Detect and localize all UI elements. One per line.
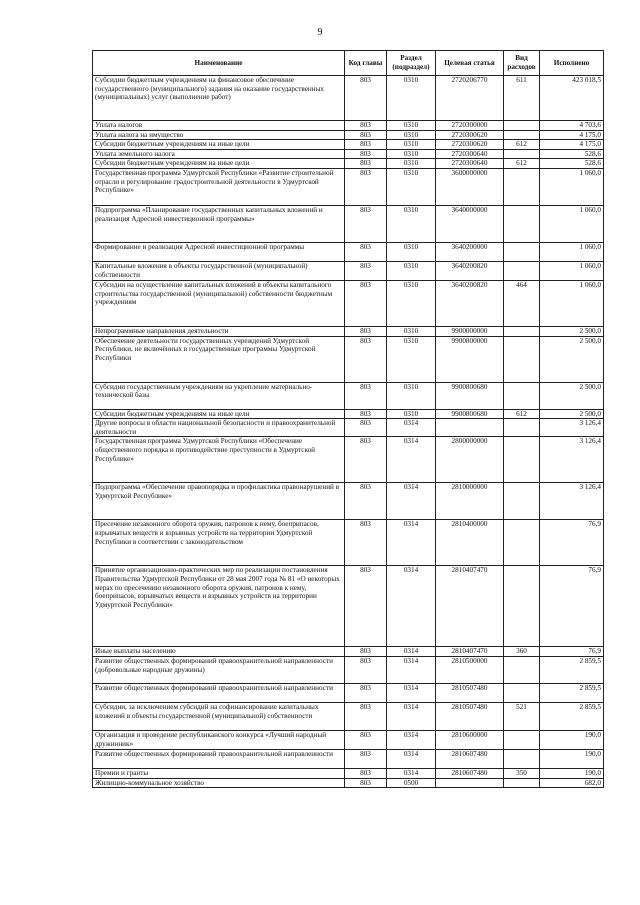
table-row (93, 149, 604, 159)
row-razdel: 0310 (387, 168, 436, 205)
row-glava: 803 (345, 778, 387, 788)
row-razdel: 0310 (387, 382, 436, 409)
row-razdel: 0310 (387, 326, 436, 336)
row-razdel: 0500 (387, 778, 436, 788)
table-row (93, 768, 604, 778)
table-row (93, 483, 604, 520)
row-razdel: 0310 (387, 159, 436, 169)
row-amount: 4 175,0 (540, 140, 604, 150)
row-amount: 1 060,0 (540, 205, 604, 242)
row-statya: 3600000000 (436, 168, 504, 205)
row-razdel: 0314 (387, 702, 436, 730)
row-name: Субсидии на осуществление капитальных вложений в объекты капитального строительства государственной (муниципальной) собственности бюджетным учреждениям (93, 280, 345, 326)
table-header-row (93, 51, 604, 76)
row-glava: 803 (345, 730, 387, 749)
table-row (93, 437, 604, 483)
row-statya: 2720206770 (436, 76, 504, 121)
header-statya: Целевая статья (436, 51, 504, 76)
row-vid (504, 130, 540, 140)
row-name: Развитие общественных формирований правоохранительной направленности (93, 683, 345, 702)
table-row (93, 130, 604, 140)
row-amount: 682,0 (540, 778, 604, 788)
row-glava: 803 (345, 768, 387, 778)
row-statya (436, 419, 504, 437)
row-statya: 3640000000 (436, 205, 504, 242)
row-vid (504, 121, 540, 131)
row-vid (504, 149, 540, 159)
row-glava: 803 (345, 702, 387, 730)
row-name: Формирование и реализация Адресной инвестиционной программы (93, 242, 345, 261)
row-statya: 9900800680 (436, 382, 504, 409)
row-name: Непрограммные направления деятельности (93, 326, 345, 336)
row-statya: 2720300620 (436, 140, 504, 150)
row-glava: 803 (345, 280, 387, 326)
row-name: Пресечение незаконного оборота оружия, патронов к нему, боеприпасов, взрывчатых веществ и взрывных устройств на территории Удмуртской Республики в соответствии с законодательством (93, 520, 345, 566)
row-glava: 803 (345, 382, 387, 409)
row-razdel: 0314 (387, 647, 436, 657)
row-glava: 803 (345, 409, 387, 419)
row-vid (504, 382, 540, 409)
row-vid (504, 261, 540, 280)
row-razdel: 0314 (387, 768, 436, 778)
row-name: Субсидии бюджетным учреждениям на иные цели (93, 409, 345, 419)
row-amount: 2 500,0 (540, 326, 604, 336)
row-statya: 2810000000 (436, 483, 504, 520)
row-razdel: 0310 (387, 280, 436, 326)
row-statya: 2810400000 (436, 520, 504, 566)
row-amount: 190,0 (540, 749, 604, 768)
row-glava: 803 (345, 205, 387, 242)
row-statya: 3640200000 (436, 242, 504, 261)
row-statya: 2810407470 (436, 647, 504, 657)
row-razdel: 0310 (387, 149, 436, 159)
row-statya: 2810407470 (436, 566, 504, 647)
row-razdel: 0310 (387, 130, 436, 140)
row-statya: 2810607480 (436, 749, 504, 768)
row-amount: 76,9 (540, 647, 604, 657)
budget-table (92, 50, 604, 788)
row-razdel: 0310 (387, 205, 436, 242)
row-vid: 350 (504, 768, 540, 778)
row-statya: 2810507480 (436, 702, 504, 730)
row-name: Обеспечение деятельности государственных учреждений Удмуртской Республики, не включённых в государственные программы Удмуртской Республики (93, 336, 345, 382)
row-vid: 521 (504, 702, 540, 730)
row-glava: 803 (345, 749, 387, 768)
row-amount: 2 500,0 (540, 382, 604, 409)
row-razdel: 0310 (387, 121, 436, 131)
row-razdel: 0314 (387, 419, 436, 437)
row-razdel: 0310 (387, 336, 436, 382)
row-name: Государственная программа Удмуртской Республики «Развитие строительной отрасли и регулирование градостроительной деятельности в Удмуртской Республике» (93, 168, 345, 205)
row-name: Уплата налога на имущество (93, 130, 345, 140)
row-razdel: 0314 (387, 483, 436, 520)
row-razdel: 0314 (387, 566, 436, 647)
row-amount: 4 703,6 (540, 121, 604, 131)
row-glava: 803 (345, 159, 387, 169)
header-name: Наименование (93, 51, 345, 76)
row-glava: 803 (345, 149, 387, 159)
row-vid: 612 (504, 140, 540, 150)
row-amount: 2 859,5 (540, 683, 604, 702)
table-row (93, 326, 604, 336)
row-amount: 4 175,0 (540, 130, 604, 140)
table-row (93, 76, 604, 121)
row-name: Государственная программа Удмуртской Республики «Обеспечение общественного порядка и противодействие преступности в Удмуртской Республике» (93, 437, 345, 483)
row-statya: 3640200820 (436, 261, 504, 280)
header-razdel: Раздел (подраздел) (387, 51, 436, 76)
row-statya: 2800000000 (436, 437, 504, 483)
row-vid (504, 749, 540, 768)
table-row (93, 205, 604, 242)
row-glava: 803 (345, 419, 387, 437)
row-amount: 3 126,4 (540, 483, 604, 520)
row-vid (504, 656, 540, 683)
row-name: Развитие общественных формирований правоохранительной направленности (93, 749, 345, 768)
row-glava: 803 (345, 483, 387, 520)
row-amount: 528,6 (540, 159, 604, 169)
row-razdel: 0310 (387, 261, 436, 280)
row-amount: 2 859,5 (540, 702, 604, 730)
table-row (93, 140, 604, 150)
row-statya: 3640200820 (436, 280, 504, 326)
row-razdel: 0314 (387, 656, 436, 683)
row-vid (504, 683, 540, 702)
table-row (93, 382, 604, 409)
row-name: Субсидии бюджетным учреждениям на иные цели (93, 140, 345, 150)
table-row (93, 749, 604, 768)
row-glava: 803 (345, 261, 387, 280)
row-vid (504, 242, 540, 261)
row-amount: 2 500,0 (540, 336, 604, 382)
row-glava: 803 (345, 683, 387, 702)
table-row (93, 336, 604, 382)
table-row (93, 159, 604, 169)
row-vid (504, 168, 540, 205)
row-name: Субсидии, за исключением субсидий на софинансирование капитальных вложений в объекты государственной (муниципальной) собственности (93, 702, 345, 730)
row-name: Иные выплаты населению (93, 647, 345, 657)
row-vid (504, 205, 540, 242)
table-row (93, 566, 604, 647)
row-razdel: 0310 (387, 76, 436, 121)
row-vid (504, 326, 540, 336)
row-razdel: 0314 (387, 437, 436, 483)
row-amount: 423 018,5 (540, 76, 604, 121)
row-statya: 2810607480 (436, 768, 504, 778)
row-vid: 612 (504, 159, 540, 169)
row-statya: 2810600000 (436, 730, 504, 749)
row-vid: 612 (504, 409, 540, 419)
table-row (93, 242, 604, 261)
row-amount: 1 060,0 (540, 242, 604, 261)
row-glava: 803 (345, 140, 387, 150)
table-row (93, 647, 604, 657)
row-name: Уплата земельного налога (93, 149, 345, 159)
row-razdel: 0314 (387, 683, 436, 702)
row-razdel: 0314 (387, 730, 436, 749)
row-glava: 803 (345, 656, 387, 683)
header-amount: Исполнено (540, 51, 604, 76)
row-name: Капитальные вложения в объекты государственной (муниципальной) собственности (93, 261, 345, 280)
row-amount: 76,9 (540, 520, 604, 566)
row-amount: 2 859,5 (540, 656, 604, 683)
row-vid (504, 566, 540, 647)
row-name: Субсидии государственным учреждениям на укрепление материально-технической базы (93, 382, 345, 409)
row-razdel: 0314 (387, 520, 436, 566)
table-row (93, 656, 604, 683)
row-statya: 2720300000 (436, 121, 504, 131)
row-amount: 1 060,0 (540, 280, 604, 326)
row-vid (504, 336, 540, 382)
row-statya (436, 778, 504, 788)
row-vid (504, 778, 540, 788)
page-number: 9 (317, 27, 323, 38)
row-amount: 2 500,0 (540, 409, 604, 419)
row-glava: 803 (345, 130, 387, 140)
row-amount: 3 126,4 (540, 437, 604, 483)
row-amount: 3 126,4 (540, 419, 604, 437)
row-vid: 464 (504, 280, 540, 326)
row-razdel: 0310 (387, 409, 436, 419)
row-vid (504, 483, 540, 520)
row-vid (504, 520, 540, 566)
row-statya: 2720300640 (436, 149, 504, 159)
table-row (93, 168, 604, 205)
row-name: Субсидии бюджетным учреждениям на иные цели (93, 159, 345, 169)
header-glava: Код главы (345, 51, 387, 76)
table-row (93, 778, 604, 788)
row-glava: 803 (345, 647, 387, 657)
row-razdel: 0314 (387, 749, 436, 768)
row-glava: 803 (345, 121, 387, 131)
row-name: Подпрограмма «Обеспечение правопорядка и профилактика правонарушений в Удмуртской Республике» (93, 483, 345, 520)
row-amount: 528,6 (540, 149, 604, 159)
row-statya: 2810500000 (436, 656, 504, 683)
row-statya: 2810507480 (436, 683, 504, 702)
row-name: Субсидии бюджетным учреждениям на финансовое обеспечение государственного (муниципального) задания на оказание государственных (муниципальных) услуг (выполнение работ) (93, 76, 345, 121)
row-statya: 9900000000 (436, 326, 504, 336)
row-name: Жилищно-коммунальное хозяйство (93, 778, 345, 788)
row-glava: 803 (345, 437, 387, 483)
table-row (93, 419, 604, 437)
row-razdel: 0310 (387, 140, 436, 150)
row-vid (504, 419, 540, 437)
row-glava: 803 (345, 326, 387, 336)
table-row (93, 261, 604, 280)
table-row (93, 280, 604, 326)
row-vid (504, 730, 540, 749)
table-row (93, 683, 604, 702)
header-vid: Вид расходов (504, 51, 540, 76)
row-statya: 9900800000 (436, 336, 504, 382)
row-glava: 803 (345, 336, 387, 382)
row-amount: 76,9 (540, 566, 604, 647)
row-name: Премии и гранты (93, 768, 345, 778)
row-name: Развитие общественных формирований правоохранительной направленности (добровольные народные дружины) (93, 656, 345, 683)
row-amount: 1 060,0 (540, 168, 604, 205)
row-glava: 803 (345, 168, 387, 205)
row-statya: 2720300640 (436, 159, 504, 169)
row-amount: 1 060,0 (540, 261, 604, 280)
table-row (93, 121, 604, 131)
row-statya: 2720300620 (436, 130, 504, 140)
row-name: Уплата налогов (93, 121, 345, 131)
row-razdel: 0310 (387, 242, 436, 261)
row-vid (504, 437, 540, 483)
table-row (93, 702, 604, 730)
row-name: Принятие организационно-практических мер по реализации постановления Правительства Удмуртской Республики от 28 мая 2007 года № 81 «О некоторых мерах по пресечению незаконного оборота оружия, патронов к нему, боеприпасов, взрывчатых веществ и взрывных устройств на территории Удмуртской Республики» (93, 566, 345, 647)
row-vid: 611 (504, 76, 540, 121)
row-vid: 360 (504, 647, 540, 657)
row-glava: 803 (345, 520, 387, 566)
row-amount: 190,0 (540, 768, 604, 778)
table-row (93, 730, 604, 749)
row-amount: 190,0 (540, 730, 604, 749)
row-glava: 803 (345, 76, 387, 121)
row-name: Другие вопросы в области национальной безопасности и правоохранительной деятельности (93, 419, 345, 437)
row-name: Подпрограмма «Планирование государственных капитальных вложений и реализация Адресной инвестиционной программы» (93, 205, 345, 242)
table-row (93, 520, 604, 566)
row-glava: 803 (345, 566, 387, 647)
row-glava: 803 (345, 242, 387, 261)
row-statya: 9900800680 (436, 409, 504, 419)
table-row (93, 409, 604, 419)
row-name: Организация и проведение республиканского конкурса «Лучший народный дружинник» (93, 730, 345, 749)
